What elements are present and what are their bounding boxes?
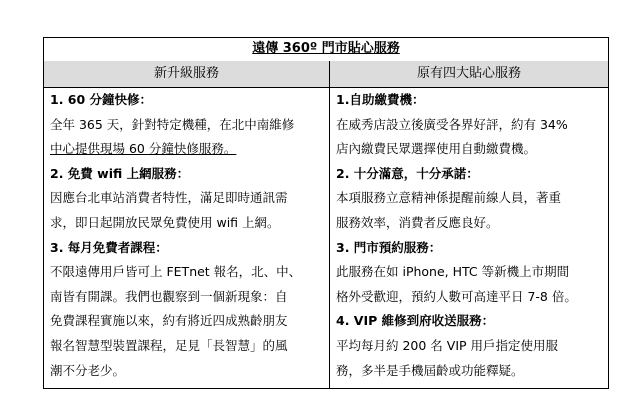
table-title: 遠傳 360º 門市貼心服務 [252,41,400,56]
table-title-row [44,38,608,62]
right-line: 2. 十分滿意，十分承諾： [336,165,479,181]
right-line: 格外受歡迎，預約人數可高達平日 7-8 倍。 [336,288,577,304]
right-line: 此服務在如 iPhone, HTC 等新機上市期間 [336,264,570,280]
left-line: 不限遠傳用戶皆可上 FETnet 報名，北、中、 [50,264,302,280]
right-line: 店內繳費民眾選擇使用自動繳費機。 [336,141,537,157]
left-line: 免費課程實施以來，約有將近四成熟齡朋友 [50,313,288,329]
existing-services-column [330,61,608,388]
right-line: 平均每月約 200 名 VIP 用戶指定使用服 [336,337,559,353]
left-line: 南皆有開課。我們也觀察到一個新現象：自 [50,288,288,304]
left-line: 全年 365 天，針對特定機種，在北中南維修 [50,116,295,132]
new-services-header: 新升級服務 [44,61,329,88]
right-line: 1.自助繳費機： [336,92,425,107]
left-line [44,137,329,162]
left-line: 因應台北車站消費者特性，滿足即時通訊需 [50,190,288,206]
right-line: 3. 門市預約服務： [336,239,442,255]
right-line: 本項服務立意精神係提醒前線人員，著重 [336,190,562,206]
left-line: 求，即日起開放民眾免費使用 wifi 上網。 [50,214,280,230]
existing-services-header: 原有四大貼心服務 [330,61,608,88]
left-line: 3. 每月免費者課程： [50,239,168,255]
left-line: 報名智慧型裝置課程，足見「長智慧」的風 [50,337,288,353]
service-table [43,37,609,389]
table-columns [44,61,608,388]
right-line: 在威秀店設立後廣受各界好評，約有 34% [336,116,568,132]
left-line: 1. 60 分鐘快修： [50,92,153,107]
left-line: 2. 免費 wifi 上網服務： [50,165,190,181]
left-line: 潮不分老少。 [50,362,126,378]
left-line-underlined: 中心提供現場 60 分鐘快修服務。 [50,141,237,157]
right-line: 服務效率，消費者反應良好。 [336,214,499,230]
new-services-column [44,61,330,388]
right-line: 4. VIP 維修到府收送服務： [336,313,495,329]
right-line: 務，多半是手機屆齡或功能釋疑。 [336,362,524,378]
